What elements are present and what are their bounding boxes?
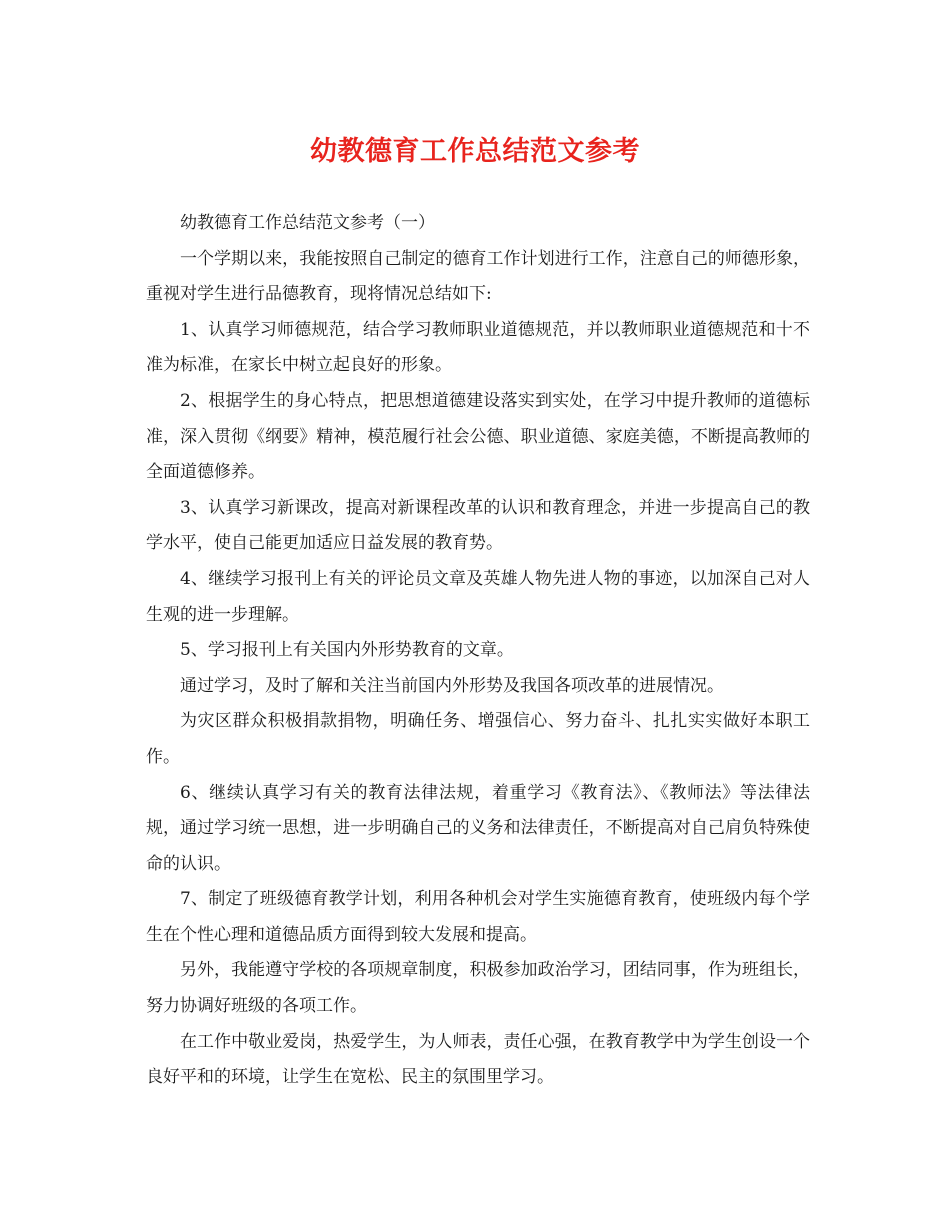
paragraph-item-5: 5、学习报刊上有关国内外形势教育的文章。 [180, 640, 514, 661]
paragraph-intro: 一个学期以来，我能按照自己制定的德育工作计划进行工作，注意自己的师德形象，重视对学生进行品德教育，现将情况总结如下: [146, 248, 810, 305]
paragraph-additionally: 另外，我能遵守学校的各项规章制度，积极参加政治学习，团结同事，作为班组长，努力协调好班级的各项工作。 [146, 960, 810, 1017]
document-body [146, 206, 810, 1096]
paragraph-work-attitude: 在工作中敬业爱岗，热爱学生，为人师表，责任心强，在教育教学中为学生创设一个良好平和的环境，让学生在宽松、民主的氛围里学习。 [146, 1031, 810, 1088]
paragraph-item-1: 1、认真学习师德规范，结合学习教师职业道德规范，并以教师职业道德规范和十不准为标准，在家长中树立起良好的形象。 [146, 319, 810, 376]
paragraph-heading: 幼教德育工作总结范文参考（一） [180, 213, 435, 233]
paragraph-study: 通过学习，及时了解和关注当前国内外形势及我国各项改革的进展情况。 [180, 675, 724, 696]
paragraph-item-3: 3、认真学习新课改，提高对新课程改革的认识和教育理念，并进一步提高自己的教学水平，使自己能更加适应日益发展的教育势。 [146, 497, 810, 554]
paragraph-item-7: 7、制定了班级德育教学计划，利用各种机会对学生实施德育教育，使班级内每个学生在个性心理和道德品质方面得到较大发展和提高。 [146, 889, 810, 945]
paragraph-item-6: 6、继续认真学习有关的教育法律法规，着重学习《教育法》、《教师法》等法律法规，通过学习统一思想，进一步明确自己的义务和法律责任，不断提高对自己肩负特殊使命的认识。 [146, 782, 810, 874]
document-title: 幼教德育工作总结范文参考 [310, 136, 640, 167]
paragraph-item-2: 2、根据学生的身心特点，把思想道德建设落实到实处，在学习中提升教师的道德标准，深入贯彻《纲要》精神，模范履行社会公德、职业道德、家庭美德，不断提高教师的全面道德修养。 [146, 390, 810, 483]
paragraph-donation: 为灾区群众积极捐款捐物，明确任务、增强信心、努力奋斗、扎扎实实做好本职工作。 [146, 711, 810, 767]
paragraph-item-4: 4、继续学习报刊上有关的评论员文章及英雄人物先进人物的事迹，以加深自己对人生观的进一步理解。 [146, 568, 810, 625]
